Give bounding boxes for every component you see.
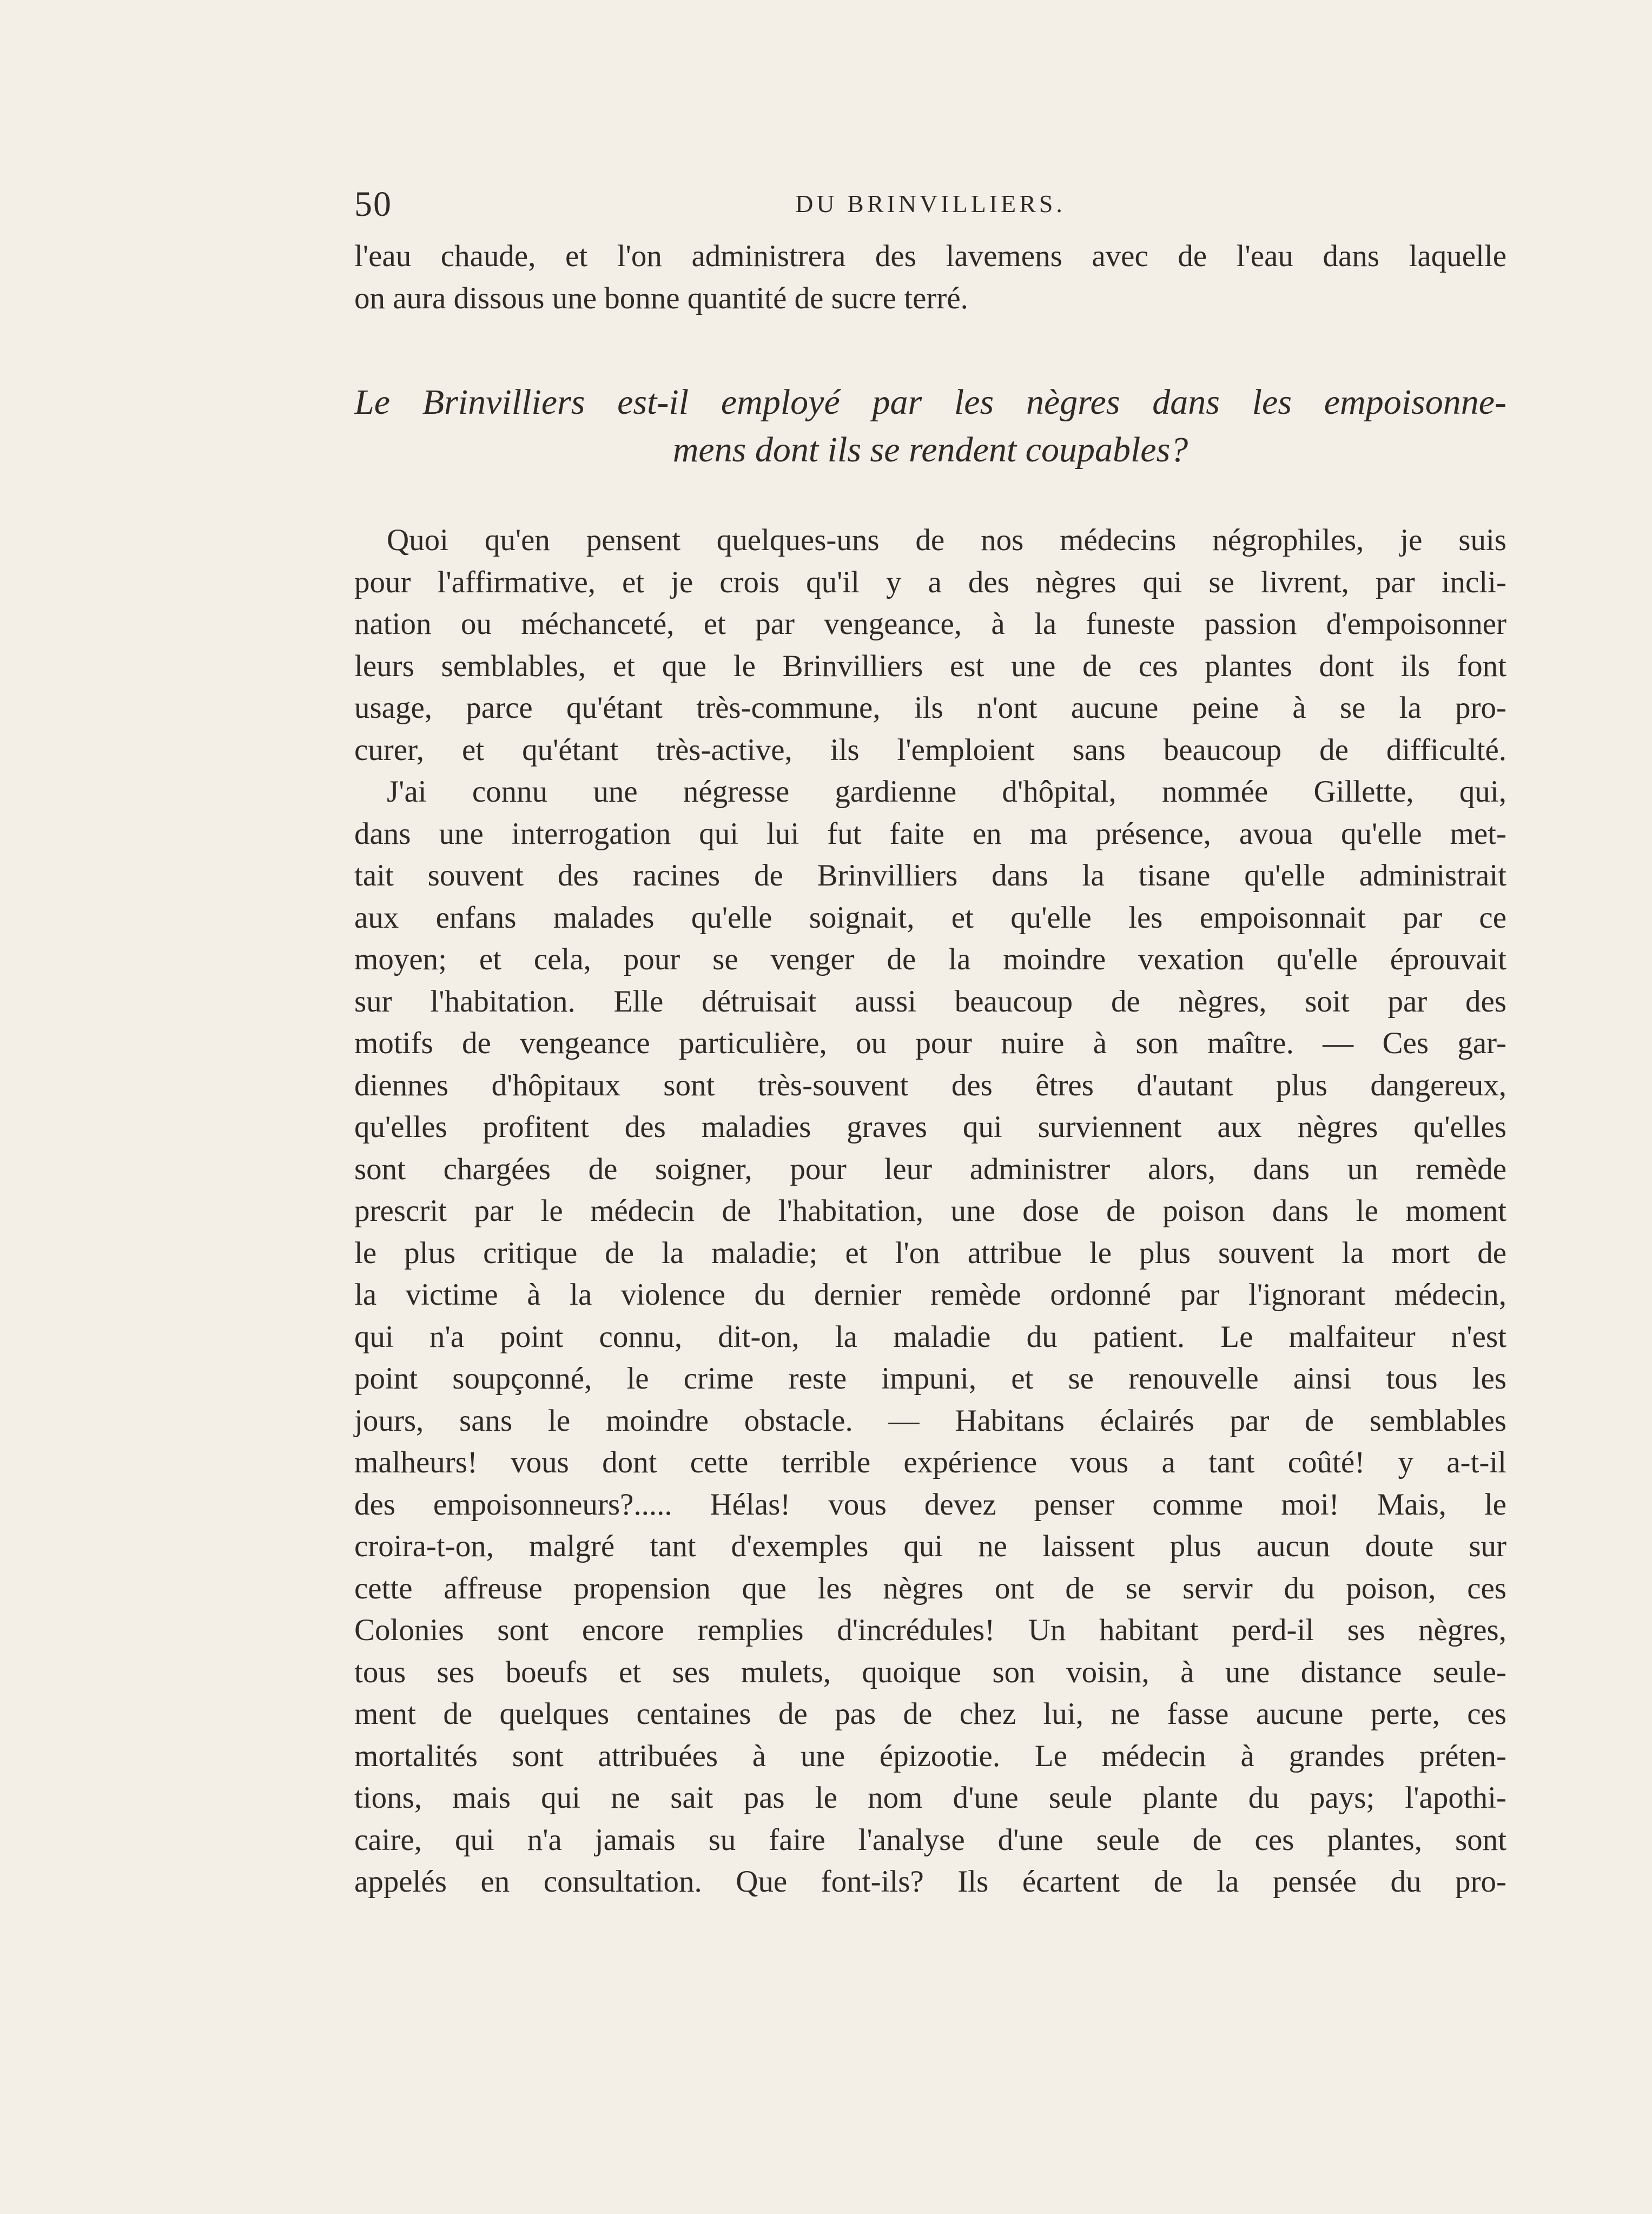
text-line: tous ses boeufs et ses mulets, quoique son voisin, à une distance seule- xyxy=(354,1655,1506,1689)
text-line: le plus critique de la maladie; et l'on attribue le plus souvent la mort de xyxy=(354,1235,1506,1270)
text-line: curer, et qu'étant très-active, ils l'emploient sans beaucoup de difficulté. xyxy=(354,732,1506,767)
text-line: usage, parce qu'étant très-commune, ils n'ont aucune peine à se la pro- xyxy=(354,691,1506,725)
text-line: prescrit par le médecin de l'habitation, une dose de poison dans le moment xyxy=(354,1194,1506,1228)
text-line: dans une interrogation qui lui fut faite en ma présence, avoua qu'elle met- xyxy=(354,816,1506,851)
text-line: caire, qui n'a jamais su faire l'analyse d'une seule de ces plantes, sont xyxy=(354,1822,1506,1857)
text-line: appelés en consultation. Que font-ils? Ils écartent de la pensée du pro- xyxy=(354,1865,1506,1899)
text-line: pour l'affirmative, et je crois qu'il y a des nègres qui se livrent, par incli- xyxy=(354,565,1506,599)
text-line: tait souvent des racines de Brinvilliers dans la tisane qu'elle administrait xyxy=(354,858,1506,893)
text-line: cette affreuse propension que les nègres ont de se servir du poison, ces xyxy=(354,1571,1506,1605)
text-line: sur l'habitation. Elle détruisait aussi beaucoup de nègres, soit par des xyxy=(354,984,1506,1019)
text-line: des empoisonneurs?..... Hélas! vous devez penser comme moi! Mais, le xyxy=(354,1487,1506,1522)
text-line: diennes d'hôpitaux sont très-souvent des êtres d'autant plus dangereux, xyxy=(354,1068,1506,1102)
text-line: croira-t-on, malgré tant d'exemples qui ne laissent plus aucun doute sur xyxy=(354,1529,1506,1563)
text-line: point soupçonné, le crime reste impuni, et se renouvelle ainsi tous les xyxy=(354,1362,1506,1396)
text-line: aux enfans malades qu'elle soignait, et qu'elle les empoisonnait par ce xyxy=(354,900,1506,935)
body-text xyxy=(354,519,1506,1903)
page-header xyxy=(354,184,1506,233)
text-line: moyen; et cela, pour se venger de la moindre vexation qu'elle éprouvait xyxy=(354,942,1506,976)
text-line: qui n'a point connu, dit-on, la maladie du patient. Le malfaiteur n'est xyxy=(354,1319,1506,1354)
text-line: mortalités sont attribuées à une épizootie. Le médecin à grandes préten- xyxy=(354,1739,1506,1773)
heading-line: mens dont ils se rendent coupables? xyxy=(672,430,1188,470)
text-line: sont chargées de soigner, pour leur administrer alors, dans un remède xyxy=(354,1152,1506,1186)
text-line: leurs semblables, et que le Brinvilliers est une de ces plantes dont ils font xyxy=(354,649,1506,683)
text-line: ment de quelques centaines de pas de chez lui, ne fasse aucune perte, ces xyxy=(354,1697,1506,1731)
text-line: qu'elles profitent des maladies graves qui surviennent aux nègres qu'elles xyxy=(354,1110,1506,1144)
text-line: nation ou méchanceté, et par vengeance, à la funeste passion d'empoisonner xyxy=(354,607,1506,641)
text-line: malheurs! vous dont cette terrible expérience vous a tant coûté! y a-t-il xyxy=(354,1445,1506,1479)
running-head: DU BRINVILLIERS. xyxy=(795,190,1066,217)
text-line: motifs de vengeance particulière, ou pour nuire à son maître. — Ces gar- xyxy=(354,1026,1506,1060)
text-line: Quoi qu'en pensent quelques-uns de nos médecins négrophiles, je suis xyxy=(387,523,1506,557)
text-line: Colonies sont encore remplies d'incrédules! Un habitant perd-il ses nègres, xyxy=(354,1613,1506,1647)
text-line: la victime à la violence du dernier remède ordonné par l'ignorant médecin, xyxy=(354,1278,1506,1312)
page-number: 50 xyxy=(354,184,392,224)
intro-paragraph xyxy=(354,235,1506,319)
section-heading xyxy=(354,379,1506,474)
heading-line: Le Brinvilliers est-il employé par les nègres dans les empoisonne- xyxy=(354,382,1506,422)
text-line: tions, mais qui ne sait pas le nom d'une seule plante du pays; l'apothi- xyxy=(354,1781,1506,1815)
text-line: l'eau chaude, et l'on administrera des lavemens avec de l'eau dans laquelle xyxy=(354,239,1506,273)
text-line: jours, sans le moindre obstacle. — Habitans éclairés par de semblables xyxy=(354,1403,1506,1438)
text-line: on aura dissous une bonne quantité de sucre terré. xyxy=(354,281,968,315)
text-line: J'ai connu une négresse gardienne d'hôpital, nommée Gillette, qui, xyxy=(387,775,1506,809)
